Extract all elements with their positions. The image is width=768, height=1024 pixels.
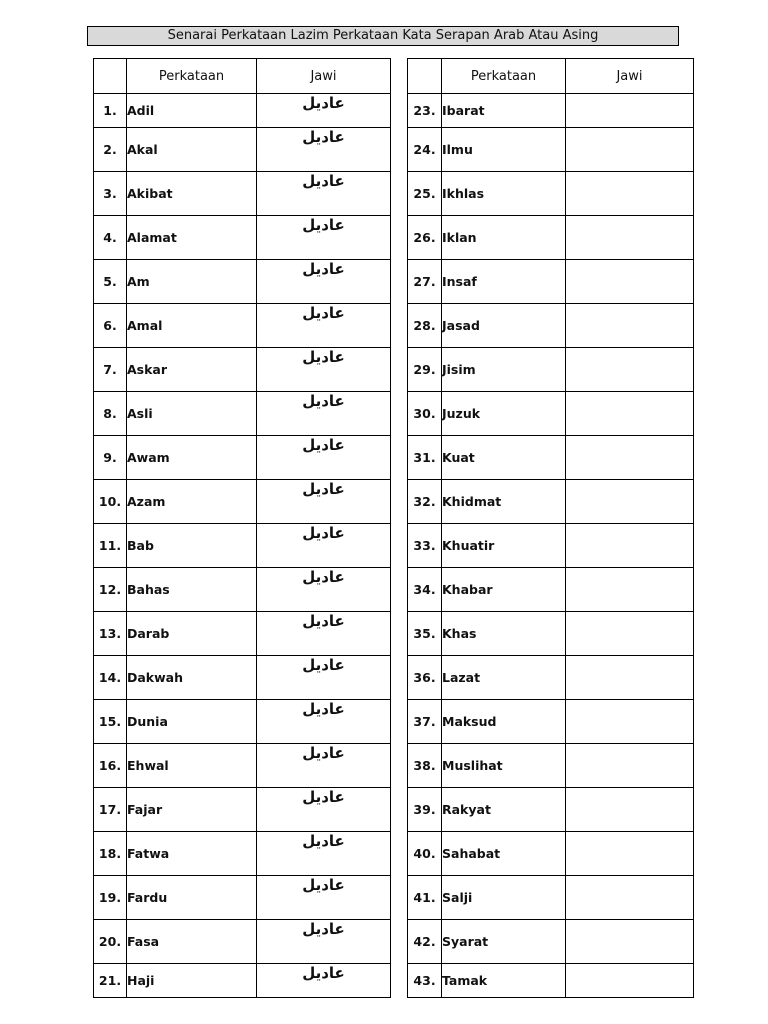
word-cell: Maksud <box>442 700 566 744</box>
table-row <box>94 216 391 260</box>
word-cell: Salji <box>442 876 566 920</box>
word-cell: Akal <box>127 128 257 172</box>
word-cell: Bahas <box>127 568 257 612</box>
jawi-cell <box>566 348 694 392</box>
row-number: 23. <box>408 94 442 128</box>
row-number: 31. <box>408 436 442 480</box>
row-number: 9. <box>94 436 127 480</box>
word-cell: Jisim <box>442 348 566 392</box>
word-cell: Bab <box>127 524 257 568</box>
table-row <box>408 172 694 216</box>
table-row <box>408 964 694 998</box>
row-number: 21. <box>94 964 127 998</box>
word-cell: Lazat <box>442 656 566 700</box>
row-number: 5. <box>94 260 127 304</box>
table-row <box>408 876 694 920</box>
row-number: 25. <box>408 172 442 216</box>
jawi-cell: عاديل <box>257 128 391 172</box>
table-row <box>94 832 391 876</box>
word-cell: Juzuk <box>442 392 566 436</box>
row-number: 7. <box>94 348 127 392</box>
word-cell: Fajar <box>127 788 257 832</box>
row-number: 3. <box>94 172 127 216</box>
table-header-row <box>408 59 694 94</box>
jawi-cell: عاديل <box>257 304 391 348</box>
table-row <box>94 876 391 920</box>
row-number: 32. <box>408 480 442 524</box>
table-row <box>94 436 391 480</box>
jawi-cell: عاديل <box>257 920 391 964</box>
table-row <box>408 920 694 964</box>
row-number: 4. <box>94 216 127 260</box>
word-cell: Sahabat <box>442 832 566 876</box>
table-row <box>408 348 694 392</box>
word-cell: Rakyat <box>442 788 566 832</box>
jawi-cell: عاديل <box>257 348 391 392</box>
word-cell: Khuatir <box>442 524 566 568</box>
table-row <box>408 744 694 788</box>
row-number: 38. <box>408 744 442 788</box>
row-number: 37. <box>408 700 442 744</box>
word-cell: Iklan <box>442 216 566 260</box>
table-row <box>408 128 694 172</box>
word-cell: Ibarat <box>442 94 566 128</box>
word-cell: Alamat <box>127 216 257 260</box>
row-number: 19. <box>94 876 127 920</box>
row-number: 14. <box>94 656 127 700</box>
table-row <box>94 744 391 788</box>
jawi-cell: عاديل <box>257 612 391 656</box>
table-row <box>94 700 391 744</box>
word-cell: Darab <box>127 612 257 656</box>
row-number: 6. <box>94 304 127 348</box>
table-row <box>94 524 391 568</box>
table-row <box>408 304 694 348</box>
jawi-cell: عاديل <box>257 744 391 788</box>
jawi-cell <box>566 876 694 920</box>
word-cell: Fardu <box>127 876 257 920</box>
word-cell: Ehwal <box>127 744 257 788</box>
word-cell: Muslihat <box>442 744 566 788</box>
jawi-cell <box>566 392 694 436</box>
jawi-cell <box>566 524 694 568</box>
word-cell: Jasad <box>442 304 566 348</box>
row-number: 15. <box>94 700 127 744</box>
jawi-cell: عاديل <box>257 656 391 700</box>
row-number: 36. <box>408 656 442 700</box>
word-cell: Adil <box>127 94 257 128</box>
jawi-cell <box>566 128 694 172</box>
word-cell: Askar <box>127 348 257 392</box>
word-cell: Haji <box>127 964 257 998</box>
word-cell: Syarat <box>442 920 566 964</box>
jawi-cell: عاديل <box>257 392 391 436</box>
table-row <box>408 612 694 656</box>
table-row <box>408 260 694 304</box>
row-number: 39. <box>408 788 442 832</box>
word-table-left <box>93 58 391 998</box>
row-number: 34. <box>408 568 442 612</box>
word-cell: Khabar <box>442 568 566 612</box>
jawi-cell: عاديل <box>257 436 391 480</box>
jawi-cell: عاديل <box>257 524 391 568</box>
jawi-cell <box>566 788 694 832</box>
jawi-cell <box>566 172 694 216</box>
word-table-right <box>407 58 694 998</box>
word-cell: Azam <box>127 480 257 524</box>
table-row <box>94 788 391 832</box>
row-number: 8. <box>94 392 127 436</box>
table-row <box>94 392 391 436</box>
table-row <box>408 216 694 260</box>
table-row <box>408 524 694 568</box>
jawi-cell <box>566 568 694 612</box>
word-cell: Insaf <box>442 260 566 304</box>
word-cell: Dakwah <box>127 656 257 700</box>
table-row <box>408 480 694 524</box>
jawi-cell: عاديل <box>257 568 391 612</box>
jawi-cell <box>566 832 694 876</box>
word-cell: Akibat <box>127 172 257 216</box>
jawi-cell <box>566 216 694 260</box>
row-number: 16. <box>94 744 127 788</box>
table-row <box>94 480 391 524</box>
word-cell: Tamak <box>442 964 566 998</box>
table-row <box>408 392 694 436</box>
word-cell: Amal <box>127 304 257 348</box>
table-row <box>408 436 694 480</box>
row-number: 18. <box>94 832 127 876</box>
row-number: 29. <box>408 348 442 392</box>
jawi-cell: عاديل <box>257 260 391 304</box>
jawi-cell: عاديل <box>257 700 391 744</box>
row-number: 12. <box>94 568 127 612</box>
row-number: 13. <box>94 612 127 656</box>
row-number: 41. <box>408 876 442 920</box>
table-row <box>408 832 694 876</box>
row-number: 42. <box>408 920 442 964</box>
table-row <box>408 568 694 612</box>
table-row <box>94 920 391 964</box>
row-number: 17. <box>94 788 127 832</box>
table-row <box>94 656 391 700</box>
jawi-cell: عاديل <box>257 480 391 524</box>
jawi-cell <box>566 700 694 744</box>
word-cell: Ikhlas <box>442 172 566 216</box>
jawi-cell <box>566 964 694 998</box>
table-row <box>94 964 391 998</box>
row-number: 1. <box>94 94 127 128</box>
jawi-column-header: Jawi <box>566 59 694 94</box>
word-cell: Kuat <box>442 436 566 480</box>
table-row <box>408 788 694 832</box>
word-cell: Am <box>127 260 257 304</box>
jawi-cell <box>566 656 694 700</box>
jawi-cell <box>566 260 694 304</box>
word-cell: Dunia <box>127 700 257 744</box>
jawi-cell: عاديل <box>257 216 391 260</box>
jawi-cell <box>566 94 694 128</box>
jawi-cell <box>566 304 694 348</box>
word-cell: Awam <box>127 436 257 480</box>
row-number: 33. <box>408 524 442 568</box>
table-row <box>408 700 694 744</box>
table-row <box>94 128 391 172</box>
row-number: 24. <box>408 128 442 172</box>
table-row <box>408 94 694 128</box>
row-number: 20. <box>94 920 127 964</box>
jawi-cell: عاديل <box>257 832 391 876</box>
word-cell: Khas <box>442 612 566 656</box>
number-column-header <box>94 59 127 94</box>
word-column-header: Perkataan <box>442 59 566 94</box>
jawi-cell <box>566 744 694 788</box>
jawi-column-header: Jawi <box>257 59 391 94</box>
jawi-cell: عاديل <box>257 876 391 920</box>
jawi-cell: عاديل <box>257 964 391 998</box>
word-cell: Khidmat <box>442 480 566 524</box>
row-number: 43. <box>408 964 442 998</box>
row-number: 11. <box>94 524 127 568</box>
table-header-row <box>94 59 391 94</box>
jawi-cell: عاديل <box>257 788 391 832</box>
document-title: Senarai Perkataan Lazim Perkataan Kata Serapan Arab Atau Asing <box>87 26 679 46</box>
number-column-header <box>408 59 442 94</box>
row-number: 30. <box>408 392 442 436</box>
table-row <box>94 172 391 216</box>
table-row <box>408 656 694 700</box>
row-number: 27. <box>408 260 442 304</box>
jawi-cell <box>566 436 694 480</box>
jawi-cell <box>566 612 694 656</box>
table-row <box>94 304 391 348</box>
row-number: 10. <box>94 480 127 524</box>
word-cell: Asli <box>127 392 257 436</box>
row-number: 35. <box>408 612 442 656</box>
word-cell: Fatwa <box>127 832 257 876</box>
table-row <box>94 348 391 392</box>
word-column-header: Perkataan <box>127 59 257 94</box>
row-number: 26. <box>408 216 442 260</box>
table-row <box>94 568 391 612</box>
word-cell: Fasa <box>127 920 257 964</box>
row-number: 40. <box>408 832 442 876</box>
row-number: 2. <box>94 128 127 172</box>
jawi-cell: عاديل <box>257 172 391 216</box>
jawi-cell: عاديل <box>257 94 391 128</box>
jawi-cell <box>566 920 694 964</box>
jawi-cell <box>566 480 694 524</box>
row-number: 28. <box>408 304 442 348</box>
table-row <box>94 94 391 128</box>
table-row <box>94 612 391 656</box>
table-row <box>94 260 391 304</box>
word-cell: Ilmu <box>442 128 566 172</box>
